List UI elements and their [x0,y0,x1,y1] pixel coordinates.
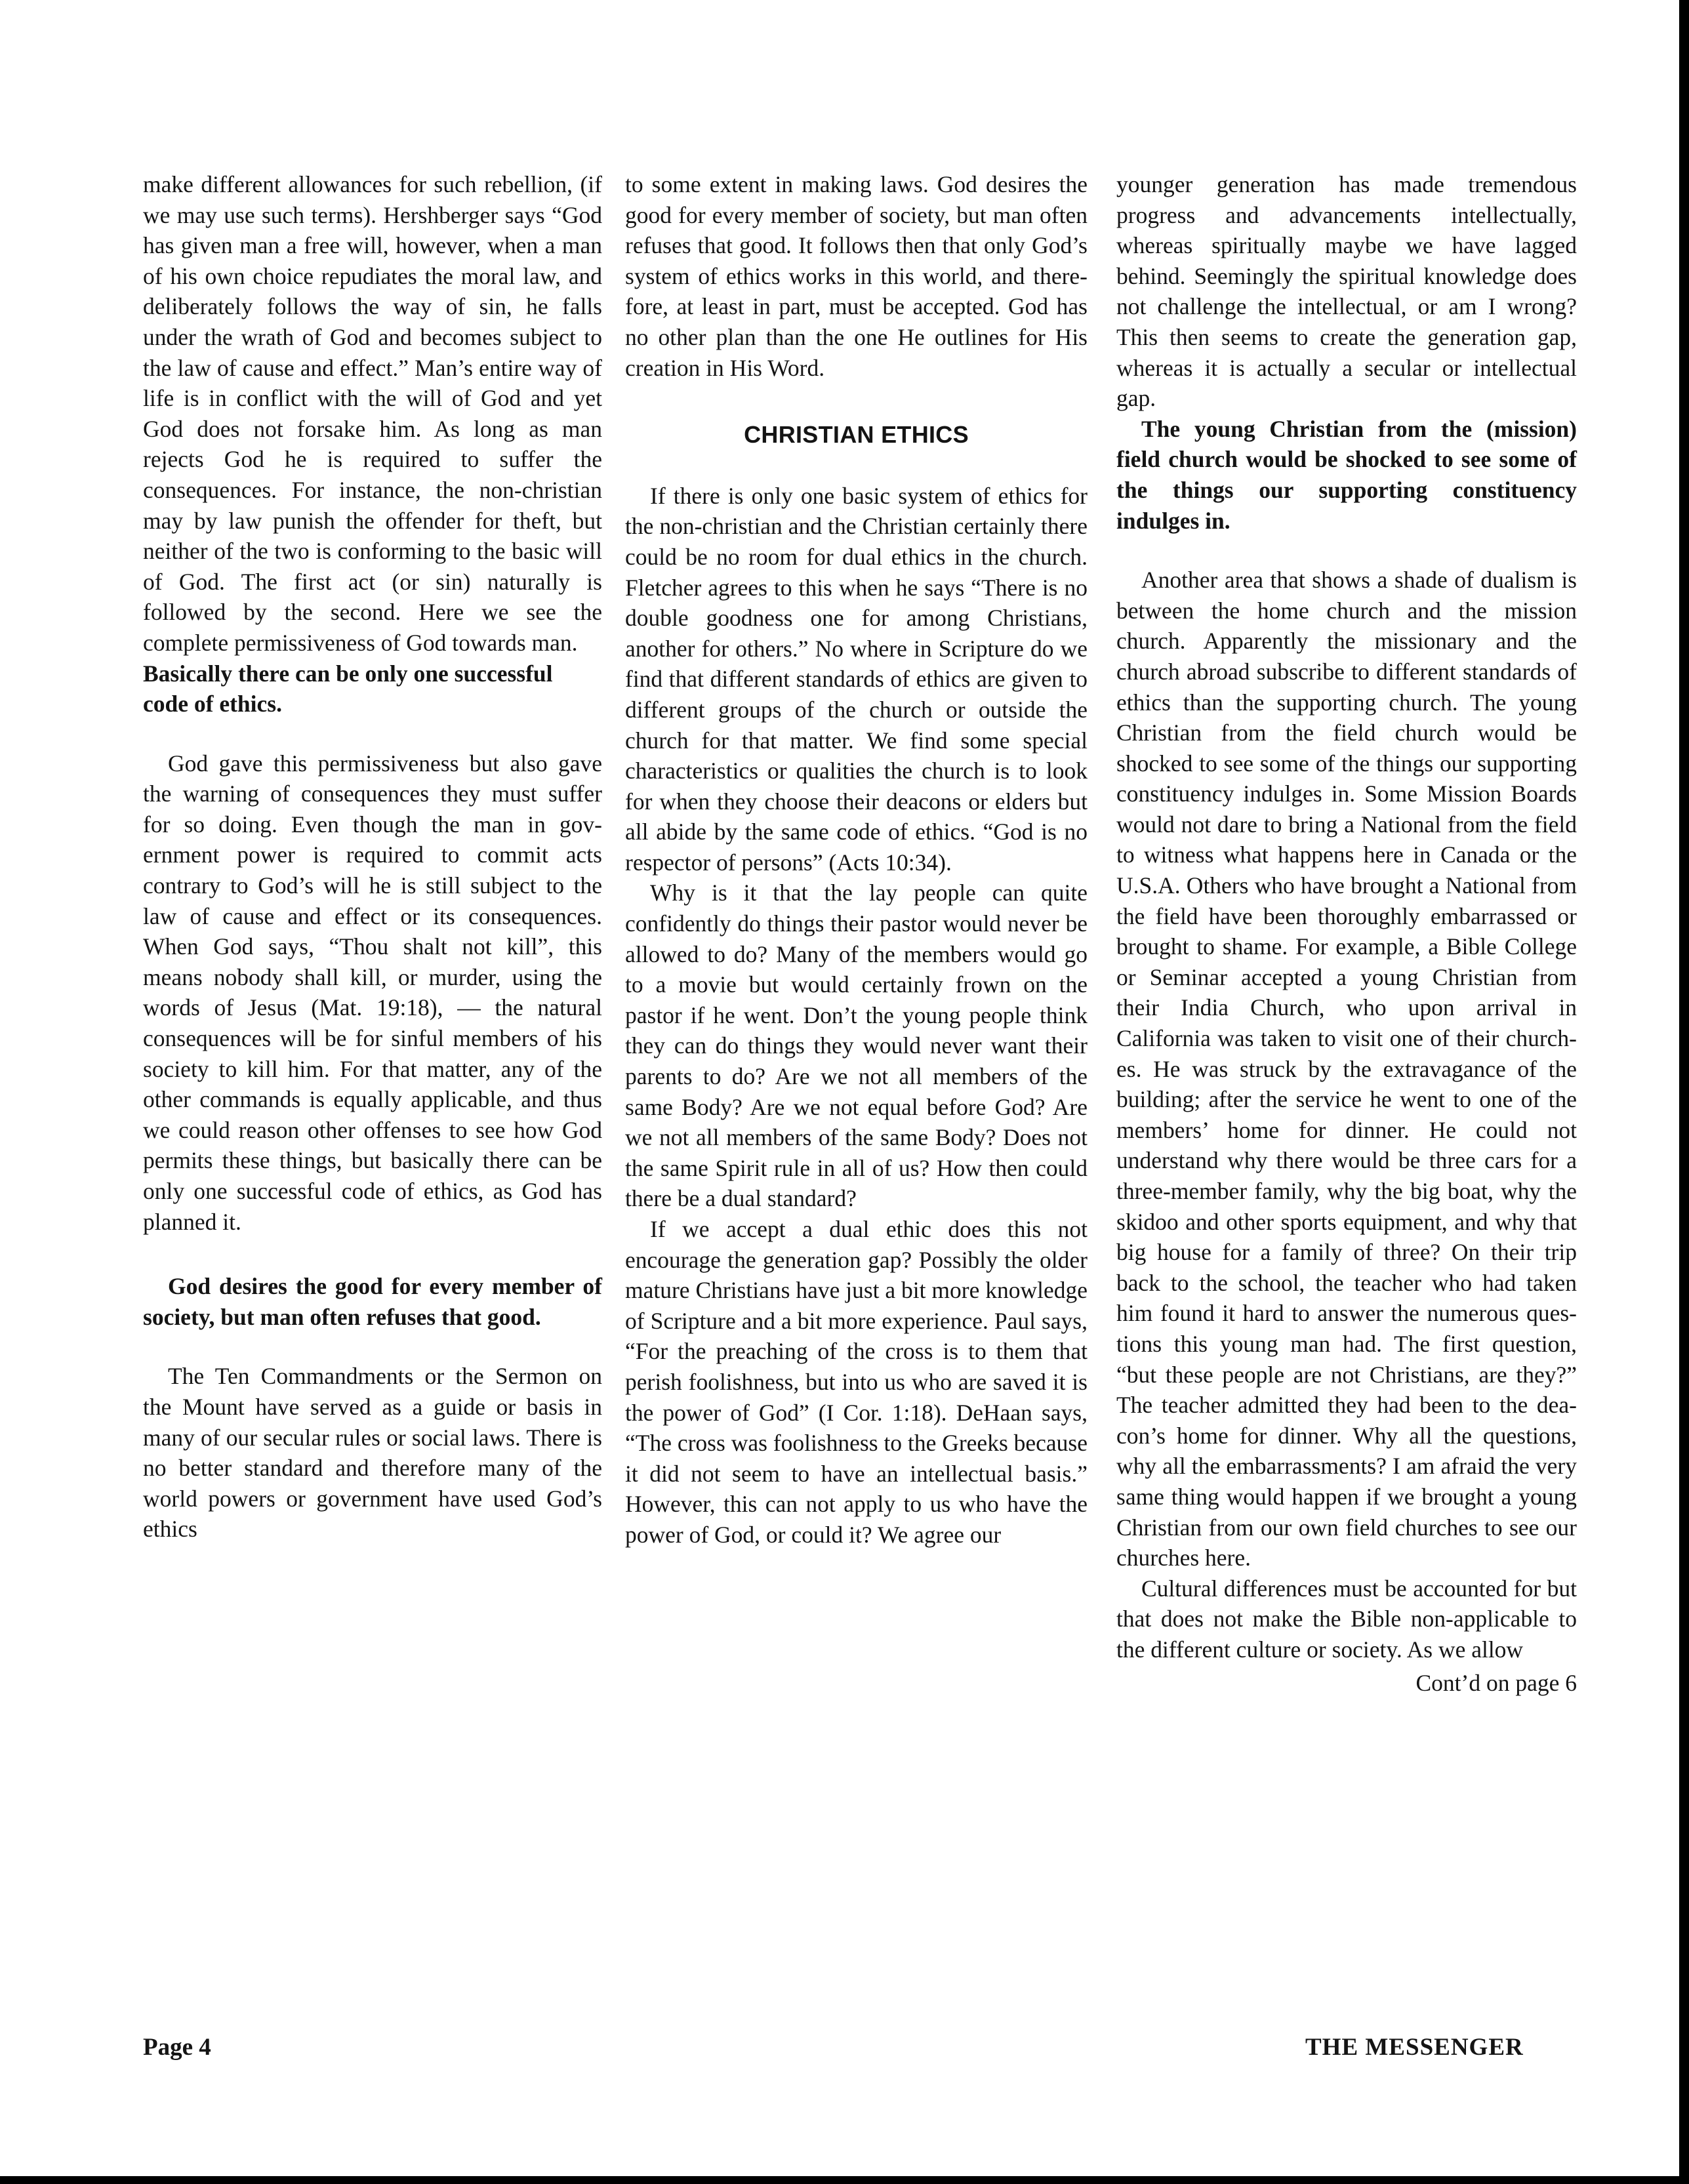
pull-quote: Basically there can be only one successful code of ethics. [143,660,553,718]
paragraph: to some extent in making laws. God desires the good for every member of society, but man often refuses that good. It follows then that only God’s system of ethics works in this world, and therefore, at least in part, must be accepted. God has no other plan than the one He outlines for His creation in His Word. [625,171,1088,381]
publication-name: THE MESSENGER [1305,2034,1524,2061]
continued-notice: Cont’d on page 6 [1415,1669,1577,1696]
paragraph: Cultural differences must be accounted for but that does not make the Bible non-applicable to the different culture or society. As we allow [1116,1575,1577,1663]
paragraph: If we accept a dual ethic does this not encourage the generation gap? Possibly the older mature Christians have just a bit more knowledge of Scripture and a bit more experience. Paul says, “For the preaching of the cross is to them that perish foolishness, but into us who are saved it is the power of God” (I Cor. 1:18). DeHaan says, “The cross was foolishness to the Greeks because it did not seem to have an intellectual basis.” However, this can not apply to us who have the power of God, or could it? We agree our [625,1216,1088,1548]
paragraph: If there is only one basic system of ethics for the non-christian and the Christian certainly there could be no room for dual ethics in the church. Fletcher agrees to this when he says “There is no double goodness one for among Christians, another for others.” No where in Scripture do we find that different standards of ethics are given to different groups of the church or outside the church for that matter. We find some special characteristics or qualities the church is to look for when they choose their deacons or elders but all abide by the same code of ethics. “God is no respector of persons” (Acts 10:34). [625,482,1088,876]
section-heading: CHRISTIAN ETHICS [744,421,969,449]
paragraph: make different allowances for such rebellion, (if we may use such terms). Hershberger says “God has given man a free will, however, when a man of his own choice repudiates the moral law, and deliberately follows the way of sin, he falls under the wrath of God and becomes subject to the law of cause and effect.” Man’s entire way of life is in conflict with the will of God and yet God does not forsake him. As long as man rejects God he is required to suffer the consequences. For instance, the non-christian may by law punish the offender for theft, but neither of the two is conforming to the basic will of God. The first act (or sin) naturally is followed by the second. Here we see the complete permissiveness of God towards man. [143,171,602,656]
column-2 [625,169,1088,1550]
paragraph: Another area that shows a shade of dualism is between the home church and the mission church. Apparently the missionary and the church abroad subscribe to different standards of ethics than the supporting church. The young Christian from the field church would be shocked to see some of the things our supporting constituency indulges in. Some Mission Boards would not dare to bring a National from the field to witness what happens here in Canada or the U.S.A. Others who have brought a National from the field have been thoroughly embarrassed or brought to shame. For example, a Bible College or Seminar accepted a young Christian from their India Church, who upon arrival in California was taken to visit one of their churches. He was struck by the extravagance of the building; after the service he went to one of the members’ home for dinner. He could not understand why there would be three cars for a three-member family, why the big boat, why the skidoo and other sports equipment, and why that big house for a family of three? On their trip back to the school, the teacher who had taken him found it hard to answer the numerous questions this young man had. The first question, “but these people are not Christians, are they?” The teacher admitted they had been to the deacon’s home for dinner. Why all the questions, why all the embarrassments? I am afraid the very same thing would happen if we brought a young Christian from our own field churches to see our churches here. [1116,567,1577,1571]
page-number: Page 4 [143,2034,211,2061]
paragraph: younger generation has made tremendous progress and advancements intellectually, whereas spiritually maybe we have lagged behind. Seemingly the spiritual knowledge does not challenge the intellectual, or am I wrong? This then seems to create the generation gap, whereas it is actually a secular or intellectual gap. [1116,171,1577,412]
paragraph: Why is it that the lay people can quite confidently do things their pastor would never be allowed to do? Many of the members would go to a movie but would certainly frown on the pastor if he went. Don’t the young people think they can do things they would never want their parents to do? Are we not all members of the same Body? Are we not equal before God? Are we not all members of the same Body? Does not the same Spirit rule in all of us? How then could there be a dual standard? [625,880,1088,1212]
column-3 [1116,169,1577,1698]
paragraph: The Ten Commandments or the Sermon on the Mount have served as a guide or basis in many of our secular rules or social laws. There is no better standard and therefore many of the world powers or government have used God’s ethics [143,1363,602,1543]
pull-quote: The young Christian from the (mission) field church would be shocked to see some of the things our supporting constituency indulges in. [1116,415,1577,534]
column-1 [143,169,602,1545]
paragraph: God gave this permissiveness but also gave the warning of consequences they must suffer for so doing. Even though the man in government power is required to commit acts contrary to God’s will he is still subject to the law of cause and effect or its consequences. When God says, “Thou shalt not kill”, this means nobody shall kill, or murder, using the words of Jesus (Mat. 19:18), — the natural consequences will be for sinful members of his society to kill him. For that matter, any of the other commands is equally applicable, and thus we could reason other offenses to see how God permits these things, but basically there can be only one successful code of ethics, as God has planned it. [143,750,602,1235]
pull-quote: God desires the good for every member of society, but man often refuses that good. [143,1273,602,1330]
